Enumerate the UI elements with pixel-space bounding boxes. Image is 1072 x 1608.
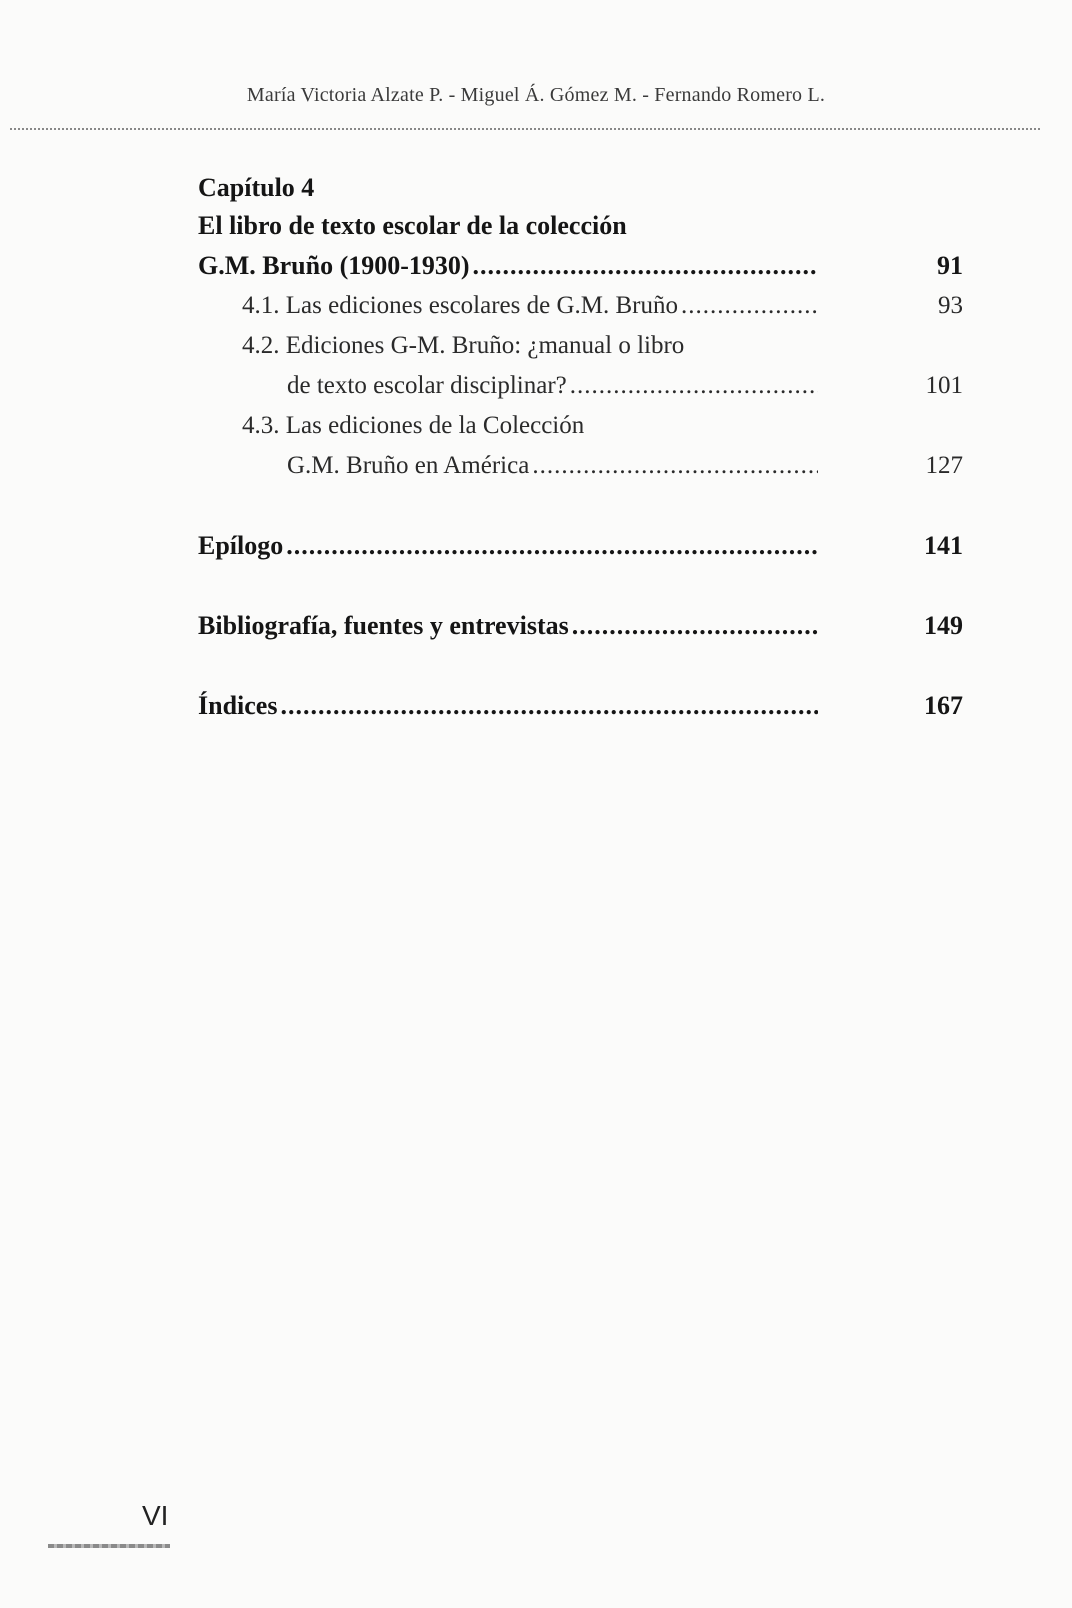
header-dotted-rule [10,128,1040,130]
running-head: María Victoria Alzate P. - Miguel Á. Gómez M. - Fernando Romero L. [246,84,826,106]
toc-entry-4-1[interactable] [242,288,818,324]
dot-leader [570,368,818,404]
page-number-bibliografia: 149 [924,611,963,640]
dot-leader [681,288,818,324]
chapter-title-line2: G.M. Bruño (1900-1930) [198,251,470,280]
dot-leader [280,688,818,724]
toc-entry-4-2[interactable] [287,368,818,404]
chapter-title-line1: El libro de texto escolar de la colección [198,211,627,240]
section-title: 4.1. Las ediciones escolares de G.M. Bruño [242,292,678,319]
toc-entry-chapter4[interactable] [198,248,818,284]
indices-title: Índices [198,691,278,720]
dot-leader [286,528,818,564]
section-title-4-2-line1: 4.2. Ediciones G-M. Bruño: ¿manual o libro [242,332,685,359]
page-number-4-1: 93 [938,292,963,319]
page-number-chapter4: 91 [937,251,963,280]
toc-entry-epilogo[interactable] [198,528,818,564]
dot-leader [473,248,818,284]
bibliografia-title: Bibliografía, fuentes y entrevistas [198,611,569,640]
page-number-4-3: 127 [925,452,963,479]
page-number-4-2: 101 [925,372,963,399]
page-folio: VI [142,1500,169,1531]
toc-entry-bibliografia[interactable] [198,608,818,644]
toc-entry-4-3[interactable] [287,448,818,484]
dot-leader [532,448,818,484]
section-title-4-3-line1: 4.3. Las ediciones de la Colección [242,412,585,439]
section-title-4-3-line2: G.M. Bruño en América [287,452,530,479]
page-number-epilogo: 141 [924,531,963,560]
chapter-label: Capítulo 4 [198,173,315,202]
dot-leader [572,608,818,644]
folio-decorative-bar [48,1544,170,1548]
page-number-indices: 167 [924,691,963,720]
section-title-4-2-line2: de texto escolar disciplinar? [287,372,567,399]
toc-entry-indices[interactable] [198,688,818,724]
epilogo-title: Epílogo [198,531,284,560]
